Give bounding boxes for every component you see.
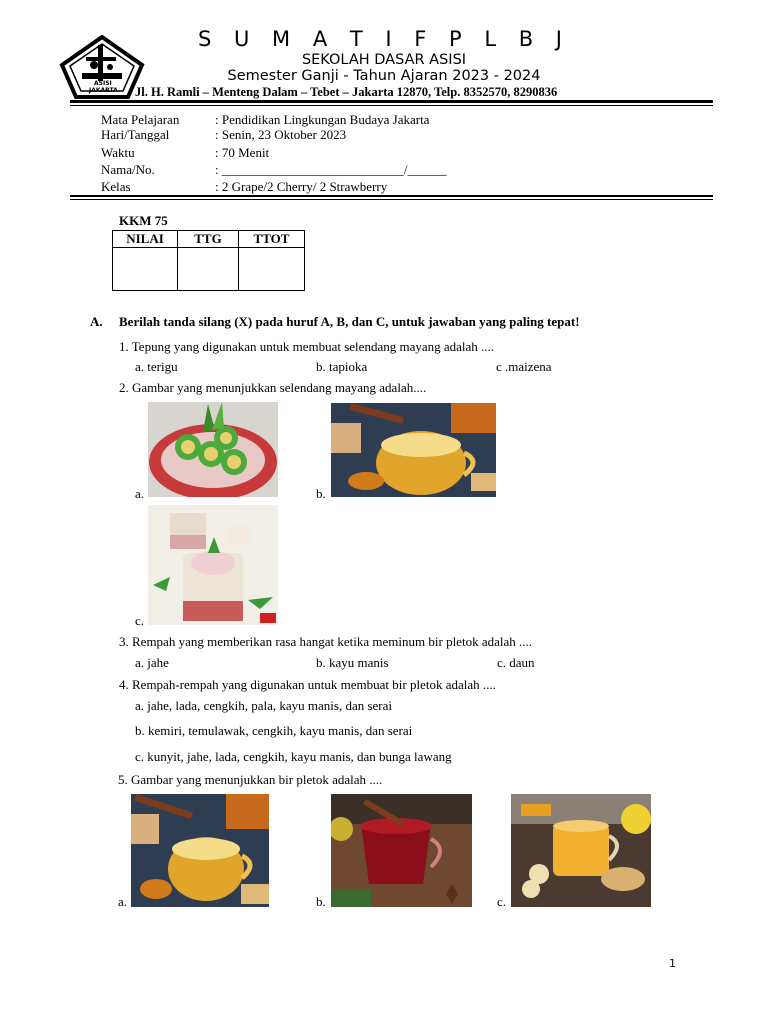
q5-option-a-label[interactable]: a. (118, 894, 128, 909)
info-rule-thick (70, 195, 713, 197)
q1-option-a[interactable]: a. terigu (135, 359, 178, 374)
question-3: 3. Rempah yang memberikan rasa hangat ketika meminum bir pletok adalah .... (119, 634, 532, 649)
q4-option-a[interactable]: a. jahe, lada, cengkih, pala, kayu manis, dan serai (135, 698, 393, 713)
q4-option-b[interactable]: b. kemiri, temulawak, cengkih, kayu manis, dan serai (135, 723, 413, 738)
q5-option-b-label[interactable]: b. (316, 894, 326, 909)
score-cell-ttot[interactable] (239, 248, 305, 291)
info-label-date: Hari/Tanggal (101, 127, 170, 142)
info-label-time: Waktu (101, 145, 135, 160)
score-header-ttot: TTOT (239, 231, 305, 248)
score-cell-ttg[interactable] (178, 248, 239, 291)
q3-option-a[interactable]: a. jahe (135, 655, 169, 670)
question-5: 5. Gambar yang menunjukkan bir pletok adalah .... (118, 772, 383, 787)
score-header-nilai: NILAI (113, 231, 178, 248)
section-instruction: Berilah tanda silang (X) pada huruf A, B, dan C, untuk jawaban yang paling tepat! (119, 314, 580, 329)
q3-option-c[interactable]: c. daun (497, 655, 535, 670)
q5-photo-c[interactable] (511, 794, 651, 907)
score-table (112, 230, 305, 291)
semester-line: Semester Ganji - Tahun Ajaran 2023 - 2024 (227, 68, 541, 84)
kkm-label: KKM 75 (119, 213, 168, 228)
question-4: 4. Rempah-rempah yang digunakan untuk membuat bir pletok adalah .... (119, 677, 496, 692)
question-1: 1. Tepung yang digunakan untuk membuat selendang mayang adalah .... (119, 339, 495, 354)
info-value-subject: : Pendidikan Lingkungan Budaya Jakarta (215, 112, 430, 127)
q2-photo-c[interactable] (148, 505, 278, 625)
name-number-field[interactable]: : ____________________________/______ (215, 162, 447, 177)
q4-option-c[interactable]: c. kunyit, jahe, lada, cengkih, kayu manis, dan bunga lawang (135, 749, 452, 764)
logo-text-top: ASISI (94, 80, 112, 87)
logo-text-bottom: JAKARTA (89, 87, 118, 94)
school-name: SEKOLAH DASAR ASISI (301, 52, 467, 68)
q5-option-c-label[interactable]: c. (497, 894, 507, 909)
info-value-class: : 2 Grape/2 Cherry/ 2 Strawberry (215, 179, 388, 194)
school-logo (58, 35, 146, 99)
score-cell-nilai[interactable] (113, 248, 178, 291)
q2-option-c-label[interactable]: c. (135, 613, 145, 628)
q5-photo-b[interactable] (331, 794, 472, 907)
q2-photo-b[interactable] (331, 403, 496, 497)
section-letter: A. (90, 314, 103, 329)
q1-option-b[interactable]: b. tapioka (316, 359, 368, 374)
info-label-class: Kelas (101, 179, 131, 194)
q3-option-b[interactable]: b. kayu manis (316, 655, 389, 670)
info-rule-thin (70, 199, 713, 200)
header-rule-thin (70, 105, 713, 106)
q5-photo-a[interactable] (131, 794, 269, 907)
q1-option-c[interactable]: c .maizena (496, 359, 552, 374)
score-header-ttg: TTG (178, 231, 239, 248)
info-value-date: : Senin, 23 Oktober 2023 (215, 127, 347, 142)
page-number: 1 (669, 957, 676, 970)
q2-photo-a[interactable] (148, 402, 278, 497)
q2-option-a-label[interactable]: a. (135, 486, 145, 501)
header-rule-thick (70, 100, 713, 103)
info-value-time: : 70 Menit (215, 145, 270, 160)
school-address: Jl. H. Ramli – Menteng Dalam – Tebet – Jakarta 12870, Telp. 8352570, 8290836 (135, 85, 558, 99)
q2-option-b-label[interactable]: b. (316, 486, 326, 501)
document-title: S U M A T I F P L B J (197, 27, 570, 51)
info-label-subject: Mata Pelajaran (101, 112, 180, 127)
question-2: 2. Gambar yang menunjukkan selendang mayang adalah.... (119, 380, 427, 395)
info-label-name: Nama/No. (101, 162, 155, 177)
